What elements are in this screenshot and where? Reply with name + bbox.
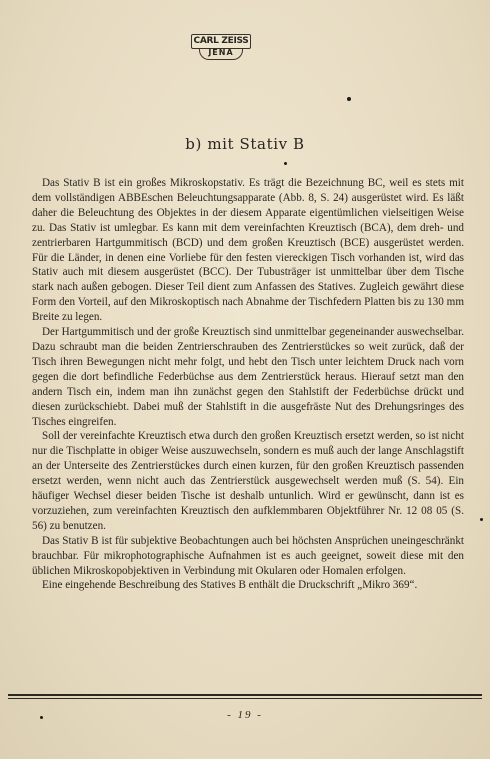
ink-speck	[480, 518, 483, 521]
section-heading: b) mit Stativ B	[185, 135, 305, 153]
paragraph: Das Stativ B ist für subjektive Beobachtungen auch bei höchsten Ansprüchen uneingeschränkt brauchbar. Für mikrophotographische Aufnahmen ist es auch geeignet, soweit diese mit den üblichen Mikroskopobjektiven in Verbindung mit Okularen oder Homalen erfolgen.	[32, 534, 464, 577]
footer-rule-thick	[8, 694, 482, 696]
footer-rule-thin	[8, 698, 482, 699]
paragraph: Der Hartgummitisch und der große Kreuztisch sind unmittelbar gegeneinander auswechselbar. Dazu schraubt man die beiden Zentrierschrauben des Zentrierstückes so weit zurück, daß der Tisch ihren Bewegungen nicht mehr folgt, und hebt den Tisch unter leichtem Druck nach vorn gegen die dort befindliche Federbüchse aus dem Zentrierstück heraus. Hierauf setzt man den andern Tisch ein, indem man ihn zunächst gegen den Stahlstift der Federbüchse drückt und diesen zurückschiebt. Dabei muß der Stahlstift in die ausgefräste Nut des Drehungsringes des Tisches eingreifen.	[32, 326, 464, 428]
page-number: - 19 -	[227, 709, 263, 721]
logo-top-text: CARL ZEISS	[191, 34, 251, 49]
ink-speck	[284, 162, 287, 165]
logo-bottom-text: JENA	[199, 48, 243, 60]
paragraph: Soll der vereinfachte Kreuztisch etwa durch den großen Kreuztisch ersetzt werden, so ist nicht nur die Tischplatte in obiger Weise auszuwechseln, sondern es muß auch der lange Anschlagstift an der Unterseite des Zentrierstückes durch einen kurzen, für den großen Kreuztisch passenden ersetzt werden, wenn nicht auch das Zentrierstück ausgewechselt werden muß (S. 54). Ein häufiger Wechsel dieser beiden Tische ist deshalb untunlich. Wird er gewünscht, dann ist es vorzuziehen, zum vereinfachten Kreuztisch den aufklemmbaren Objektführer Nr. 12 08 05 (S. 56) zu benutzen.	[32, 430, 464, 532]
paragraph: Eine eingehende Beschreibung des Statives B enthält die Druckschrift „Mikro 369“.	[42, 579, 418, 592]
carl-zeiss-logo	[191, 34, 251, 64]
paragraph: Das Stativ B ist ein großes Mikroskopstativ. Es trägt die Bezeichnung BC, weil es stets mit dem vollständigen ABBEschen Beleuchtungsapparate (Abb. 8, S. 24) ausgerüstet wird. Es läßt daher die Beleuchtung des Objektes in der diesem Apparate eigentümlichen vielseitigen Weise zu. Das Stativ ist umlegbar. Es kann mit dem vereinfachten Kreuztisch (BCA), dem dreh- und zentrierbaren Hartgummitisch (BCD) und dem großen Kreuztisch (BCE) ausgerüstet werden. Für die Länder, in denen eine Vorliebe für den festen viereckigen Tisch vorhanden ist, wird das Stativ auch mit diesem ausgerüstet (BCC). Der Tubusträger ist unmittelbar über dem Tische stark nach außen gebogen. Dieser Teil dient zum Anfassen des Statives. Zugleich gewährt diese Form den Vorteil, auf den Mikroskoptisch nach Abnahme der Tischfedern Platten bis zu 130 mm Breite zu legen.	[32, 177, 464, 324]
ink-speck	[347, 97, 351, 101]
body-text	[32, 176, 464, 593]
